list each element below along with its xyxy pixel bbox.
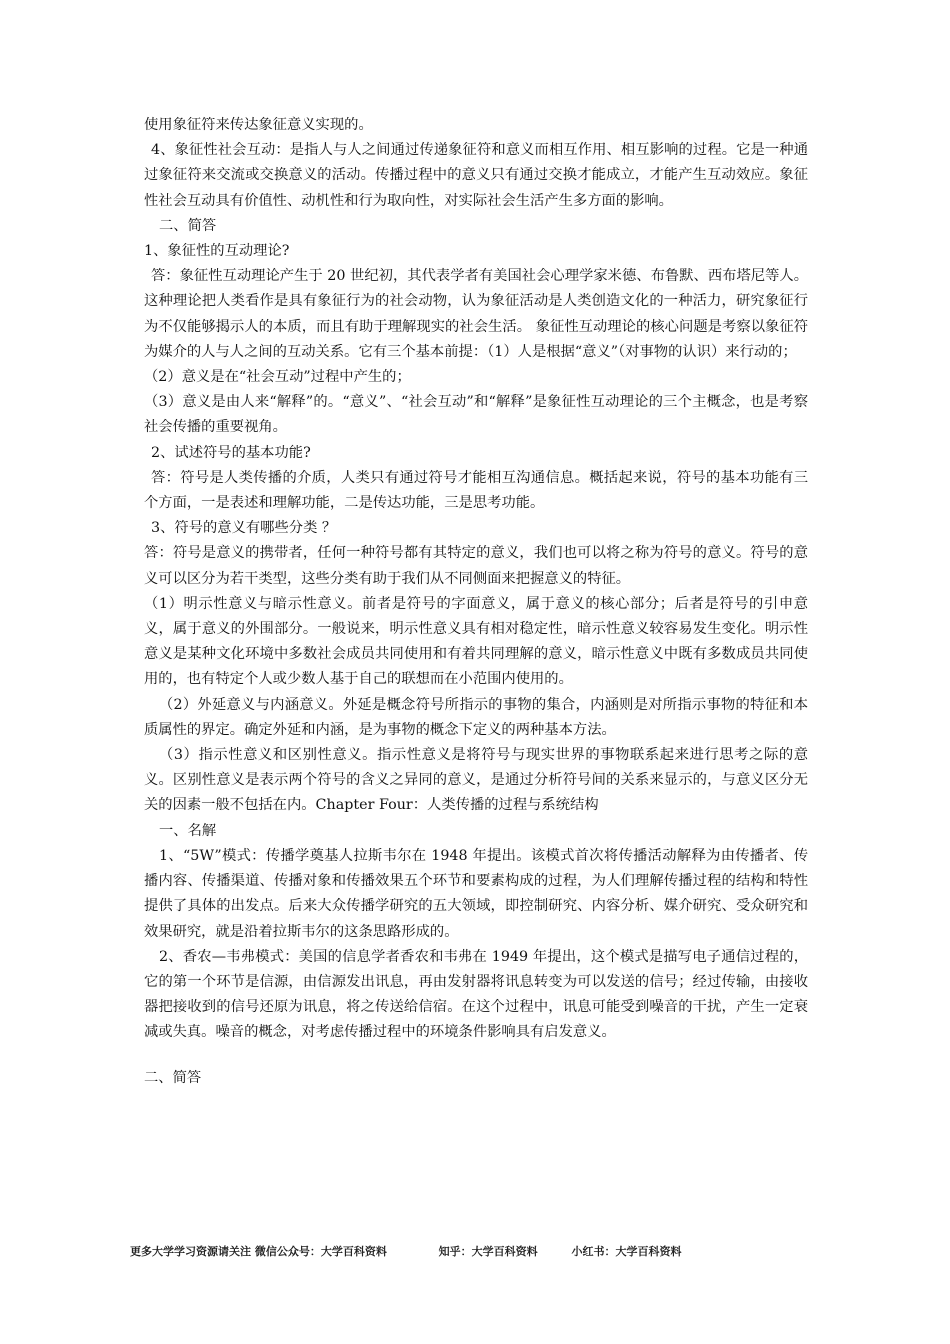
question-heading: 1、象征性的互动理论?	[144, 243, 290, 260]
page-footer	[130, 1243, 830, 1259]
paragraph: 2、香农—韦弗模式：美国的信息学者香农和韦弗在 1949 年提出，这个模式是描写电子通信过程的，它的第一个环节是信源，由信源发出讯息，再由发射器将讯息转变为可以发送的信号；经过传输，由接收器把接收到的信号还原为讯息，将之传送给信宿。在这个过程中，讯息可能受到噪音的干扰，产生一定衰减或失真。噪音的概念，对考虑传播过程中的环境条件影响具有启发意义。	[144, 948, 808, 1041]
question-heading: 3、符号的意义有哪些分类 ？	[151, 520, 337, 537]
spacer	[144, 1046, 808, 1066]
footer-wechat: 更多大学学习资源请关注 微信公众号：大学百科资料	[130, 1245, 387, 1258]
section-heading: 二、简答	[159, 217, 217, 234]
paragraph: （2）外延意义与内涵意义。外延是概念符号所指示的事物的集合，内涵则是对所指示事物的特征和本质属性的界定。确定外延和内涵，是为事物的概念下定义的两种基本方法。	[144, 696, 808, 738]
paragraph: 答：象征性互动理论产生于 20 世纪初，其代表学者有美国社会心理学家米德、布鲁默、西布塔尼等人。这种理论把人类看作是具有象征行为的社会动物，认为象征活动是人类创造文化的一种活力，研究象征行为不仅能够揭示人的本质，而且有助于理解现实的社会生活。 象征性互动理论的核心问题是考察以象征符为媒介的人与人之间的互动关系。它有三个基本前提：（1）人是根据“意义”（对事物的认识）来行动的；	[144, 268, 808, 360]
section-heading: 一、名解	[159, 822, 217, 839]
paragraph: （2）意义是在“社会互动”过程中产生的；	[144, 369, 411, 386]
paragraph: 1、“5W”模式：传播学奠基人拉斯韦尔在 1948 年提出。该模式首次将传播活动解释为由传播者、传播内容、传播渠道、传播对象和传播效果五个环节和要素构成的过程，为人们理解传播过程的结构和特性提供了具体的出发点。后来大众传播学研究的五大领域，即控制研究、内容分析、媒介研究、受众研究和效果研究，就是沿着拉斯韦尔的这条思路形成的。	[144, 847, 808, 940]
paragraph: （3）指示性意义和区别性意义。指示性意义是将符号与现实世界的事物联系起来进行思考之际的意义。区别性意义是表示两个符号的含义之异同的意义，是通过分析符号间的关系来显示的，与意义区分无关的因素一般不包括在内。Chapter Four：人类传播的过程与系统结构	[144, 747, 808, 814]
paragraph: 使用象征符来传达象征意义实现的。	[144, 117, 373, 133]
paragraph: （3）意义是由人来“解释”的。“意义”、“社会互动”和“解释”是象征性互动理论的三个主概念，也是考察社会传播的重要视角。	[144, 394, 808, 436]
paragraph: 答：符号是人类传播的介质，人类只有通过符号才能相互沟通信息。概括起来说，符号的基本功能有三个方面，一是表述和理解功能，二是传达功能，三是思考功能。	[144, 469, 808, 512]
paragraph: （1）明示性意义与暗示性意义。前者是符号的字面意义，属于意义的核心部分；后者是符号的引申意义，属于意义的外围部分。一般说来，明示性意义具有相对稳定性，暗示性意义较容易发生变化。明示性意义是某种文化环境中多数社会成员共同使用和有着共同理解的意义，暗示性意义中既有多数成员共同使用的，也有特定个人或少数人基于自己的联想而在小范围内使用的。	[144, 595, 808, 688]
paragraph: 4、象征性社会互动：是指人与人之间通过传递象征符和意义而相互作用、相互影响的过程。它是一种通过象征符来交流或交换意义的活动。传播过程中的意义只有通过交换才能成立，才能产生互动效应。象征性社会互动具有价值性、动机性和行为取向性，对实际社会生活产生多方面的影响。	[144, 142, 808, 209]
question-heading: 2、试述符号的基本功能?	[151, 444, 311, 461]
section-heading: 二、简答	[144, 1069, 202, 1086]
paragraph: 答：符号是意义的携带者，任何一种符号都有其特定的意义，我们也可以将之称为符号的意义。符号的意义可以区分为若干类型，这些分类有助于我们从不同侧面来把握意义的特征。	[144, 545, 808, 587]
document-body	[144, 113, 808, 1091]
footer-xiaohongshu: 小红书：大学百科资料	[571, 1245, 682, 1258]
footer-zhihu: 知乎：大学百科资料	[438, 1245, 538, 1258]
